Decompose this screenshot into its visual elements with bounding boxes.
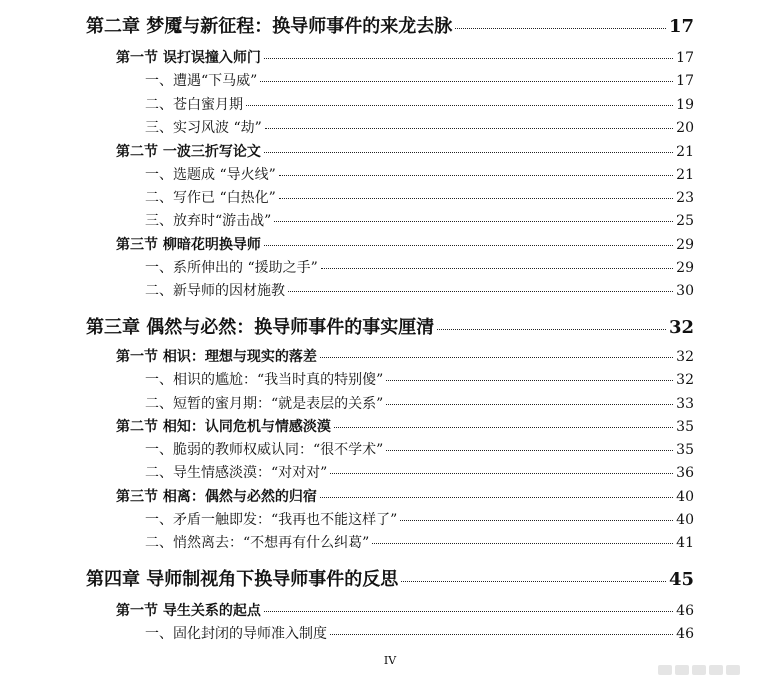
toc-item-title: 二、苍白蜜月期 <box>145 97 243 113</box>
toc-chapter-title: 第三章 偶然与必然：换导师事件的事实厘清 <box>86 317 435 338</box>
dot-leader <box>320 357 673 358</box>
toc-page-number: 20 <box>676 120 694 136</box>
toc-page-number: 21 <box>676 144 694 160</box>
toc-page-number: 32 <box>676 349 694 365</box>
toc-section <box>116 600 694 620</box>
toc-page-number: 35 <box>676 442 694 458</box>
toc-item <box>145 257 694 277</box>
dot-leader <box>264 245 673 246</box>
dot-leader <box>400 520 673 521</box>
dot-leader <box>386 380 673 381</box>
toc-section-title: 第二节 相知：认同危机与情感淡漠 <box>116 419 331 435</box>
toc-page-number: 29 <box>676 260 694 276</box>
toc-section-title: 第三节 相离：偶然与必然的归宿 <box>116 489 317 505</box>
watermark-block <box>726 665 740 675</box>
toc-section <box>116 47 694 67</box>
toc-section-title: 第一节 误打误撞入师门 <box>116 50 261 66</box>
toc-chapter-title: 第四章 导师制视角下换导师事件的反思 <box>86 569 399 590</box>
toc-page-number: 17 <box>668 16 694 37</box>
dot-leader <box>437 329 666 330</box>
toc-item-title: 一、固化封闭的导师准入制度 <box>145 626 327 642</box>
toc-page-number: 17 <box>676 73 694 89</box>
toc-page-number: 41 <box>676 535 694 551</box>
toc-item <box>145 509 694 529</box>
toc-page-number: 33 <box>676 396 694 412</box>
toc-page-number: 36 <box>676 465 694 481</box>
dot-leader <box>246 105 673 106</box>
toc-page-number: 46 <box>676 603 694 619</box>
toc-page-number: 45 <box>668 569 694 590</box>
toc-page-number: 25 <box>676 213 694 229</box>
dot-leader <box>279 175 673 176</box>
toc-item-title: 一、选题成 “导火线” <box>145 167 276 183</box>
toc-page-number: 32 <box>668 317 694 338</box>
toc-page-number: 46 <box>676 626 694 642</box>
footer-page-number: IV <box>383 654 397 667</box>
toc-page-number: 21 <box>676 167 694 183</box>
dot-leader <box>264 58 673 59</box>
toc-item-title: 二、写作已 “白热化” <box>145 190 276 206</box>
toc-item-title: 三、实习风波 “劫” <box>145 120 262 136</box>
dot-leader <box>265 128 673 129</box>
toc-item-title: 二、短暂的蜜月期：“就是表层的关系” <box>145 396 384 412</box>
toc-item <box>145 70 694 90</box>
toc-section-title: 第一节 导生关系的起点 <box>116 603 261 619</box>
toc-section <box>116 234 694 254</box>
dot-leader <box>320 497 673 498</box>
toc-page-number: 32 <box>676 372 694 388</box>
toc-item-title: 三、放弃时“游击战” <box>145 213 272 229</box>
watermark-block <box>709 665 723 675</box>
dot-leader <box>372 543 673 544</box>
dot-leader <box>330 634 673 635</box>
toc-item <box>145 280 694 300</box>
toc-page-number: 30 <box>676 283 694 299</box>
toc-page-number: 17 <box>676 50 694 66</box>
toc-item <box>145 393 694 413</box>
watermark-logo <box>658 663 768 677</box>
toc-item <box>145 462 694 482</box>
toc-section-title: 第二节 一波三折写论文 <box>116 144 261 160</box>
toc-item <box>145 187 694 207</box>
watermark-block <box>692 665 706 675</box>
toc-page-number: 40 <box>676 489 694 505</box>
dot-leader <box>279 198 673 199</box>
dot-leader <box>401 581 666 582</box>
dot-leader <box>334 427 673 428</box>
toc-item-title: 一、脆弱的教师权威认同：“很不学术” <box>145 442 384 458</box>
toc-item <box>145 94 694 114</box>
toc-item <box>145 439 694 459</box>
toc-item <box>145 117 694 137</box>
toc-item-title: 一、遭遇“下马威” <box>145 73 258 89</box>
toc-chapter-2 <box>86 12 694 36</box>
toc-item-title: 二、悄然离去：“不想再有什么纠葛” <box>145 535 370 551</box>
toc-chapter-3 <box>86 313 694 337</box>
watermark-block <box>675 665 689 675</box>
toc-page-number: 40 <box>676 512 694 528</box>
toc-section <box>116 486 694 506</box>
toc-section <box>116 416 694 436</box>
toc-section <box>116 346 694 366</box>
dot-leader <box>288 291 673 292</box>
dot-leader <box>274 221 673 222</box>
toc-item-title: 一、系所伸出的 “援助之手” <box>145 260 318 276</box>
toc-item-title: 一、矛盾一触即发：“我再也不能这样了” <box>145 512 398 528</box>
dot-leader <box>386 450 673 451</box>
toc-page-number: 23 <box>676 190 694 206</box>
dot-leader <box>264 152 673 153</box>
toc-section-title: 第一节 相识：理想与现实的落差 <box>116 349 317 365</box>
watermark-block <box>658 665 672 675</box>
toc-item <box>145 623 694 643</box>
toc-chapter-4 <box>86 565 694 589</box>
toc-item-title: 二、导生情感淡漠：“对对对” <box>145 465 328 481</box>
toc-chapter-title: 第二章 梦魇与新征程：换导师事件的来龙去脉 <box>86 16 453 37</box>
toc-item-title: 二、新导师的因材施教 <box>145 283 285 299</box>
toc-page-number: 19 <box>676 97 694 113</box>
toc-item <box>145 164 694 184</box>
toc-item <box>145 369 694 389</box>
toc-page-number: 35 <box>676 419 694 435</box>
dot-leader <box>264 611 673 612</box>
toc-page-number: 29 <box>676 237 694 253</box>
dot-leader <box>455 28 666 29</box>
dot-leader <box>260 81 673 82</box>
toc-item <box>145 210 694 230</box>
toc-item-title: 一、相识的尴尬：“我当时真的特别傻” <box>145 372 384 388</box>
toc-section-title: 第三节 柳暗花明换导师 <box>116 237 261 253</box>
dot-leader <box>330 473 673 474</box>
toc-section <box>116 141 694 161</box>
dot-leader <box>321 268 673 269</box>
toc-item <box>145 532 694 552</box>
dot-leader <box>386 404 673 405</box>
